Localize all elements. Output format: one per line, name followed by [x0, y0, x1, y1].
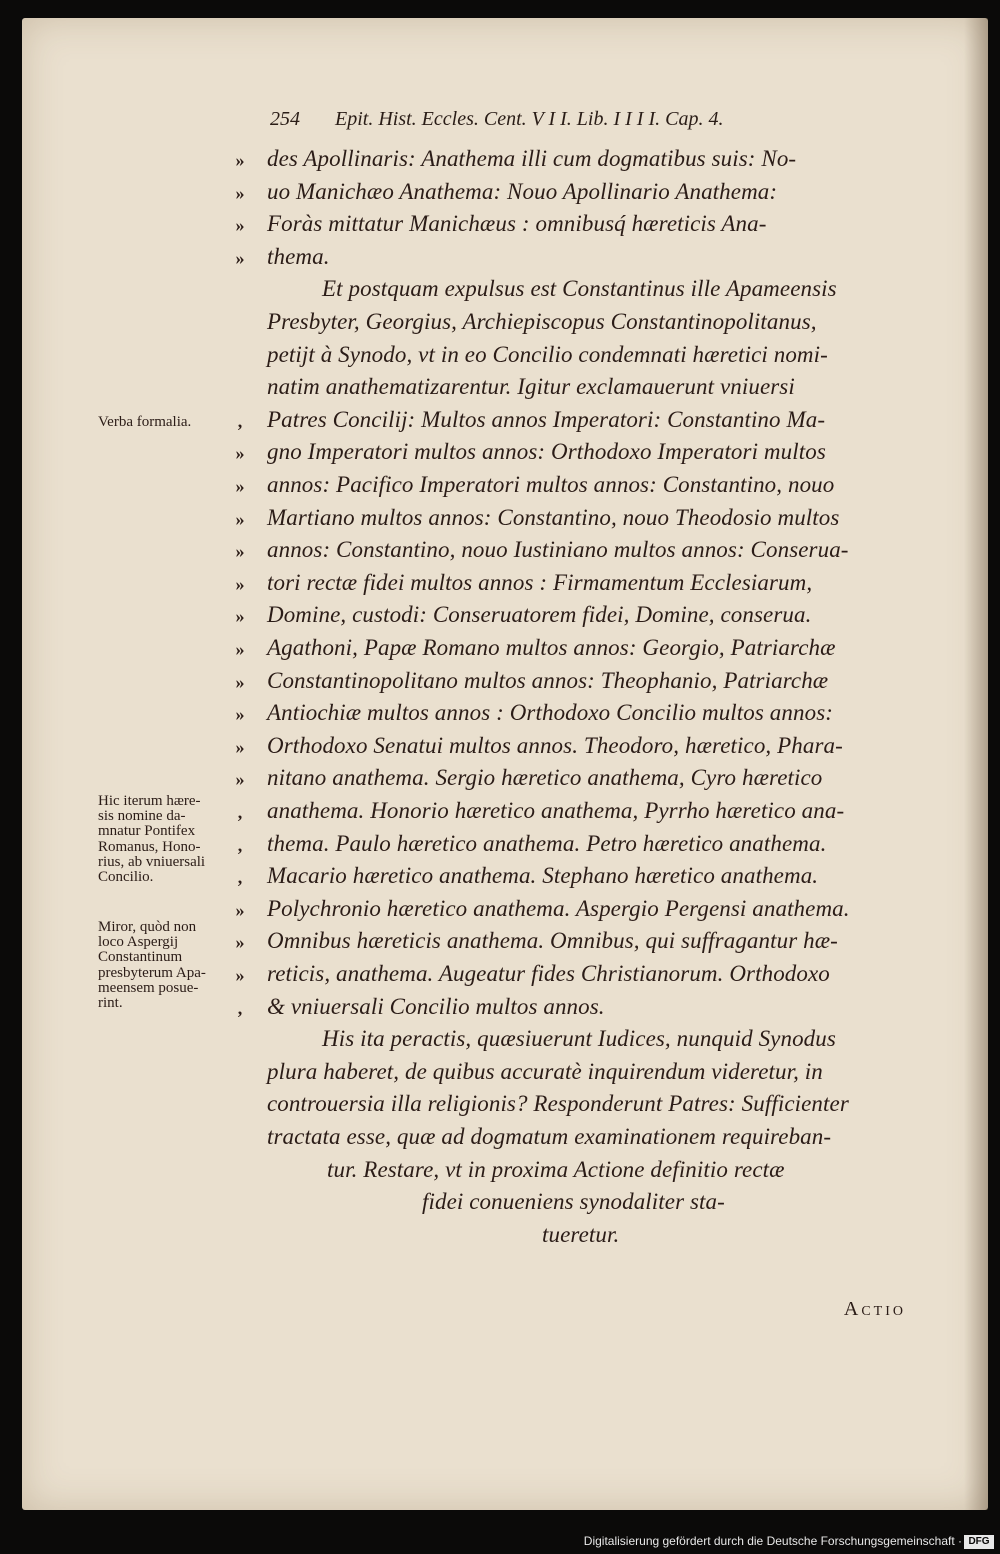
quotation-mark: » — [235, 182, 245, 203]
quotation-mark: » — [235, 671, 245, 692]
quotation-mark: » — [235, 932, 245, 953]
text-line: petijt à Synodo, vt in eo Concilio condemnati hæretici nomi- — [267, 341, 828, 367]
text-line: Domine, custodi: Conseruatorem fidei, Domine, conserua. — [267, 602, 812, 628]
text-line: tori rectæ fidei multos annos : Firmamentum Ecclesiarum, — [267, 569, 813, 595]
margin-note-line: presbyterum Apa- — [98, 964, 206, 981]
quotation-mark: » — [235, 541, 245, 562]
quotation-mark: » — [235, 150, 245, 170]
quotation-mark: » — [235, 247, 245, 268]
margin-note-line: sis nomine da- — [98, 808, 186, 825]
quotation-mark: , — [237, 802, 243, 822]
margin-note-line: rint. — [98, 995, 123, 1012]
text-line: gno Imperatori multos annos: Orthodoxo Imperatori multos — [267, 439, 826, 465]
text-line: Antiochiæ multos annos : Orthodoxo Concilio multos annos: — [267, 700, 833, 726]
text-line: plura haberet, de quibus accuratè inquirendum videretur, in — [267, 1058, 823, 1084]
text-line: Martiano multos annos: Constantino, nouo Theodosio multos — [267, 504, 840, 530]
quotation-mark: » — [235, 769, 245, 790]
margin-note-line: mnatur Pontifex — [98, 823, 196, 840]
quotation-mark: » — [235, 899, 245, 920]
text-line: natim anathematizarentur. Igitur exclamauerunt vniuersi — [267, 374, 795, 400]
margin-note-line: Hic iterum hære- — [98, 793, 201, 809]
text-line: thema. — [267, 243, 330, 269]
margin-note-line: Miror, quòd non — [98, 919, 197, 935]
text-line: nitano anathema. Sergio hæretico anathema, Cyro hæretico — [267, 765, 823, 791]
quotation-mark: » — [235, 736, 245, 757]
text-line: reticis, anathema. Augeatur fides Christianorum. Orthodoxo — [267, 961, 830, 986]
margin-note-line: loco Aspergij — [98, 934, 179, 951]
quotation-mark: » — [235, 639, 245, 659]
text-line: tur. Restare, vt in proxima Actione definitio rectæ — [327, 1156, 785, 1182]
text-line: Agathoni, Papæ Romano multos annos: Georgio, Patriarchæ — [267, 635, 836, 660]
quotation-mark: , — [237, 997, 243, 1018]
running-header — [270, 108, 830, 131]
text-line: Omnibus hæreticis anathema. Omnibus, qui suffragantur hæ- — [267, 928, 838, 954]
text-line: Patres Concilij: Multos annos Imperatori: Constantino Ma- — [267, 406, 826, 432]
text-line: annos: Constantino, nouo Iustiniano multos annos: Conserua- — [267, 537, 849, 563]
text-line: Presbyter, Georgius, Archiepiscopus Constantinopolitanus, — [267, 309, 817, 334]
text-line: Orthodoxo Senatui multos annos. Theodoro, hæretico, Phara- — [267, 732, 843, 758]
text-line: anathema. Honorio hæretico anathema, Pyrrho hæretico ana- — [267, 798, 845, 823]
page-number: 254 — [270, 108, 300, 130]
text-line: des Apollinaris: Anathema illi cum dogmatibus suis: No- — [267, 146, 797, 171]
quotation-mark: » — [235, 606, 245, 627]
margin-note-line: Constantinum — [98, 949, 183, 966]
margin-note-line: Concilio. — [98, 869, 154, 886]
text-line: tractata esse, quæ ad dogmatum examinationem requireban- — [267, 1124, 832, 1149]
quotation-mark: » — [235, 508, 245, 529]
quotation-mark: , — [237, 867, 243, 888]
text-line: Macario hæretico anathema. Stephano hæretico anathema. — [267, 863, 819, 889]
margin-note — [98, 920, 238, 1011]
text-line: thema. Paulo hæretico anathema. Petro hæretico anathema. — [267, 830, 827, 856]
text-line: fidei conueniens synodaliter sta- — [422, 1189, 725, 1215]
quotation-mark: » — [235, 476, 245, 496]
text-line: His ita peractis, quæsiuerunt Iudices, nunquid Synodus — [322, 1026, 836, 1052]
margin-note-line: Verba formalia. — [98, 414, 192, 430]
running-title: Epit. Hist. Eccles. Cent. V I I. Lib. I I I I. Cap. 4. — [335, 108, 724, 130]
margin-note-line: meensem posue- — [98, 979, 199, 996]
text-line: Foràs mittatur Manichæus : omnibusq́ hæreticis Ana- — [267, 211, 767, 237]
text-line: annos: Pacifico Imperatori multos annos: Constantino, nouo — [267, 472, 835, 497]
margin-note — [98, 794, 238, 885]
page-edge-shadow — [964, 18, 988, 1510]
text-line: tueretur. — [542, 1221, 620, 1247]
catchword: Actio — [843, 1298, 906, 1320]
quotation-mark: » — [235, 443, 245, 464]
text-line: Polychronio hæretico anathema. Aspergio Pergensi anathema. — [267, 895, 850, 921]
quotation-mark: , — [237, 834, 243, 855]
footer-credit: Digitalisierung gefördert durch die Deutsche Forschungsgemeinschaft · — [583, 1534, 962, 1548]
text-line: uo Manichæo Anathema: Nouo Apollinario Anathema: — [267, 178, 778, 204]
quotation-mark: » — [235, 704, 245, 725]
quotation-mark: » — [235, 573, 245, 594]
text-line: Constantinopolitano multos annos: Theophanio, Patriarchæ — [267, 667, 829, 693]
book-page — [22, 18, 988, 1510]
margin-note — [98, 415, 238, 430]
dfg-logo: DFG — [964, 1535, 994, 1549]
quotation-mark: » — [235, 965, 245, 985]
text-line: & vniuersali Concilio multos annos. — [267, 993, 605, 1019]
quotation-mark: , — [237, 410, 243, 431]
margin-note-line: rius, ab vniuersali — [98, 853, 206, 870]
text-line: Et postquam expulsus est Constantinus ille Apameensis — [322, 276, 837, 302]
margin-note-line: Romanus, Hono- — [98, 838, 201, 855]
quotation-mark: » — [235, 215, 245, 236]
text-line: controuersia illa religionis? Responderunt Patres: Sufficienter — [267, 1091, 849, 1117]
